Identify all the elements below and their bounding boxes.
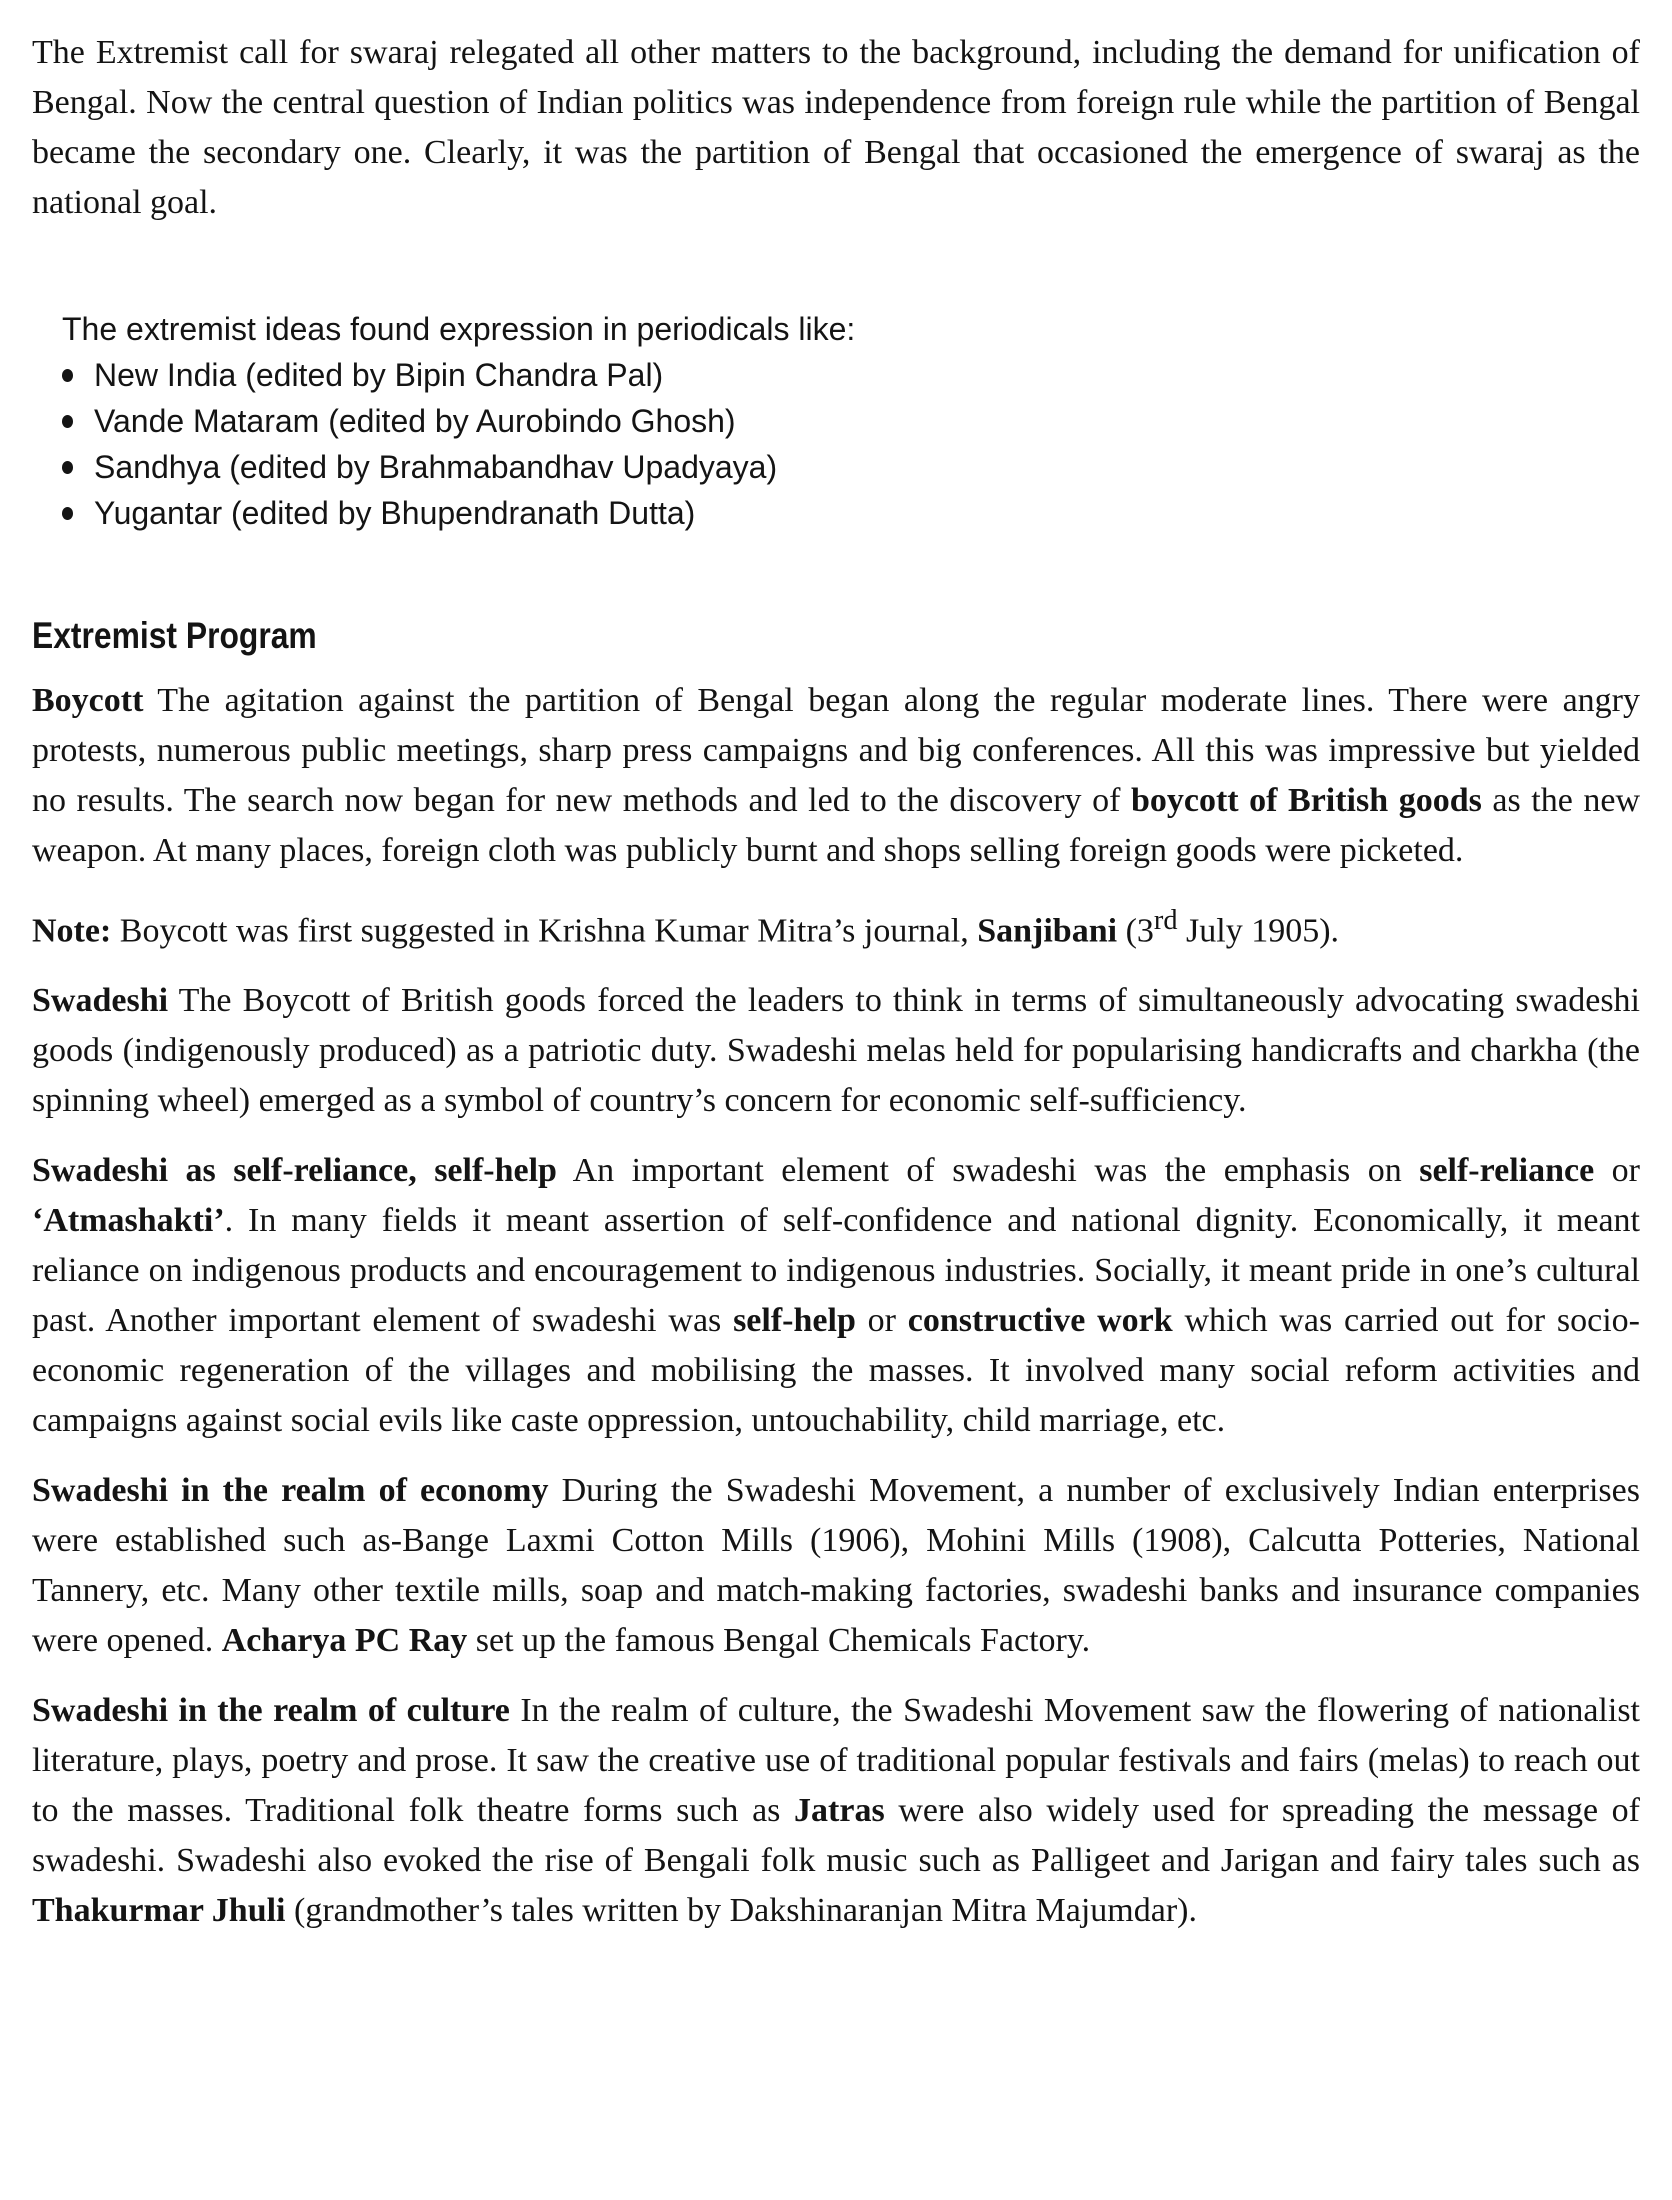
list-item — [32, 444, 1640, 490]
periodicals-intro: The extremist ideas found expression in periodicals like: — [62, 311, 856, 347]
boycott-paragraph — [32, 676, 1640, 876]
note-paragraph — [32, 896, 1640, 956]
self-reliance-text-3: . In many fields it meant assertion of self-confidence and national dignity. Economically, it meant reliance on indigenous products and encouragement to indigenous industries. Socially, it meant pride in one’s cultural past. Another important element of swadeshi was — [32, 1202, 1640, 1340]
boycott-text-2: as the new weapon. At many places, foreign cloth was publicly burnt and shops selling foreign goods were picketed. — [32, 782, 1640, 869]
culture-bold-2: Thakurmar Jhuli — [32, 1892, 286, 1930]
culture-text-1: In the realm of culture, the Swadeshi Movement saw the flowering of nationalist literature, plays, poetry and prose. It saw the creative use of traditional popular festivals and fairs (melas) to reach out to the masses. Traditional folk theatre forms such as — [32, 1692, 1640, 1830]
culture-bold-1: Jatras — [794, 1792, 885, 1830]
bullet-icon — [62, 369, 73, 382]
list-item-text: Sandhya (edited by Brahmabandhav Upadyaya) — [94, 449, 778, 485]
self-reliance-text-1: An important element of swadeshi was the emphasis on — [556, 1152, 1420, 1190]
note-text-3: July 1905). — [1177, 912, 1340, 950]
list-item-text: Vande Mataram (edited by Aurobindo Ghosh) — [94, 403, 736, 439]
economy-text-2: set up the famous Bengal Chemicals Factory. — [467, 1622, 1091, 1660]
swadeshi-text-1: The Boycott of British goods forced the leaders to think in terms of simultaneously advocating swadeshi goods (indigenously produced) as a patriotic duty. Swadeshi melas held for popularising handicrafts and charkha (the spinning wheel) emerged as a symbol of country’s concern for economic self-sufficiency. — [32, 982, 1640, 1120]
note-heading: Note: — [32, 912, 112, 950]
self-reliance-text-4: or — [855, 1302, 908, 1340]
self-reliance-bold-4: constructive work — [907, 1302, 1173, 1340]
culture-text-2: were also widely used for spreading the message of swadeshi. Swadeshi also evoked the rise of Bengali folk music such as Palligeet and Jarigan and fairy tales such as — [32, 1792, 1640, 1880]
economy-text-1: During the Swadeshi Movement, a number of exclusively Indian enterprises were established such as-Bange Laxmi Cotton Mills (1906), Mohini Mills (1908), Calcutta Potteries, National Tannery, etc. Many other textile mills, soap and match-making factories, swadeshi banks and insurance companies were opened. — [32, 1472, 1640, 1660]
section-heading: Extremist Program — [32, 615, 317, 656]
list-item-text: Yugantar (edited by Bhupendranath Dutta) — [94, 495, 696, 531]
self-reliance-text-5: which was carried out for socio-economic regeneration of the villages and mobilising the masses. It involved many social reform activities and campaigns against social evils like caste oppression, untouchability, child marriage, etc. — [32, 1302, 1640, 1440]
self-reliance-bold-1: self-reliance — [1419, 1152, 1595, 1190]
culture-text-3: (grandmother’s tales written by Dakshinaranjan Mitra Majumdar). — [285, 1892, 1197, 1930]
list-item — [32, 352, 1640, 398]
culture-paragraph — [32, 1686, 1640, 1936]
list-item — [32, 398, 1640, 444]
bullet-icon — [62, 507, 73, 520]
note-text-1: Boycott was first suggested in Krishna Kumar Mitra’s journal, — [111, 912, 978, 950]
list-item-text: New India (edited by Bipin Chandra Pal) — [94, 357, 664, 393]
economy-heading: Swadeshi in the realm of economy — [32, 1472, 549, 1510]
boycott-text-1: The agitation against the partition of Bengal began along the regular moderate lines. There were angry protests, numerous public meetings, sharp press campaigns and big conferences. All this was impressive but yielded no results. The search now began for new methods and led to the discovery of — [32, 682, 1640, 819]
self-reliance-bold-2: ‘Atmashakti’ — [32, 1202, 225, 1240]
periodicals-section — [32, 306, 1640, 536]
self-reliance-text-2: or — [1594, 1152, 1640, 1190]
self-reliance-bold-3: self-help — [733, 1302, 856, 1340]
list-item — [32, 490, 1640, 536]
self-reliance-heading: Swadeshi as self-reliance, self-help — [32, 1152, 557, 1190]
bullet-icon — [62, 461, 73, 474]
economy-paragraph — [32, 1466, 1640, 1666]
note-text-2: (3 — [1117, 912, 1154, 950]
culture-heading: Swadeshi in the realm of culture — [32, 1692, 510, 1730]
intro-paragraph: The Extremist call for swaraj relegated all other matters to the background, including the demand for unification of Bengal. Now the central question of Indian politics was independence from foreign rule while the partition of Bengal became the secondary one. Clearly, it was the partition of Bengal that occasioned the emergence of swaraj as the national goal. — [32, 34, 1640, 221]
self-reliance-paragraph — [32, 1146, 1640, 1446]
swadeshi-paragraph — [32, 976, 1640, 1126]
economy-bold-1: Acharya PC Ray — [221, 1622, 468, 1660]
boycott-heading: Boycott — [32, 682, 144, 719]
swadeshi-heading: Swadeshi — [32, 982, 169, 1020]
note-bold-term: Sanjibani — [977, 912, 1118, 950]
boycott-bold-term: boycott of British goods — [1130, 782, 1482, 819]
bullet-icon — [62, 415, 73, 428]
periodicals-list — [32, 352, 1640, 536]
note-superscript: rd — [1153, 905, 1178, 936]
